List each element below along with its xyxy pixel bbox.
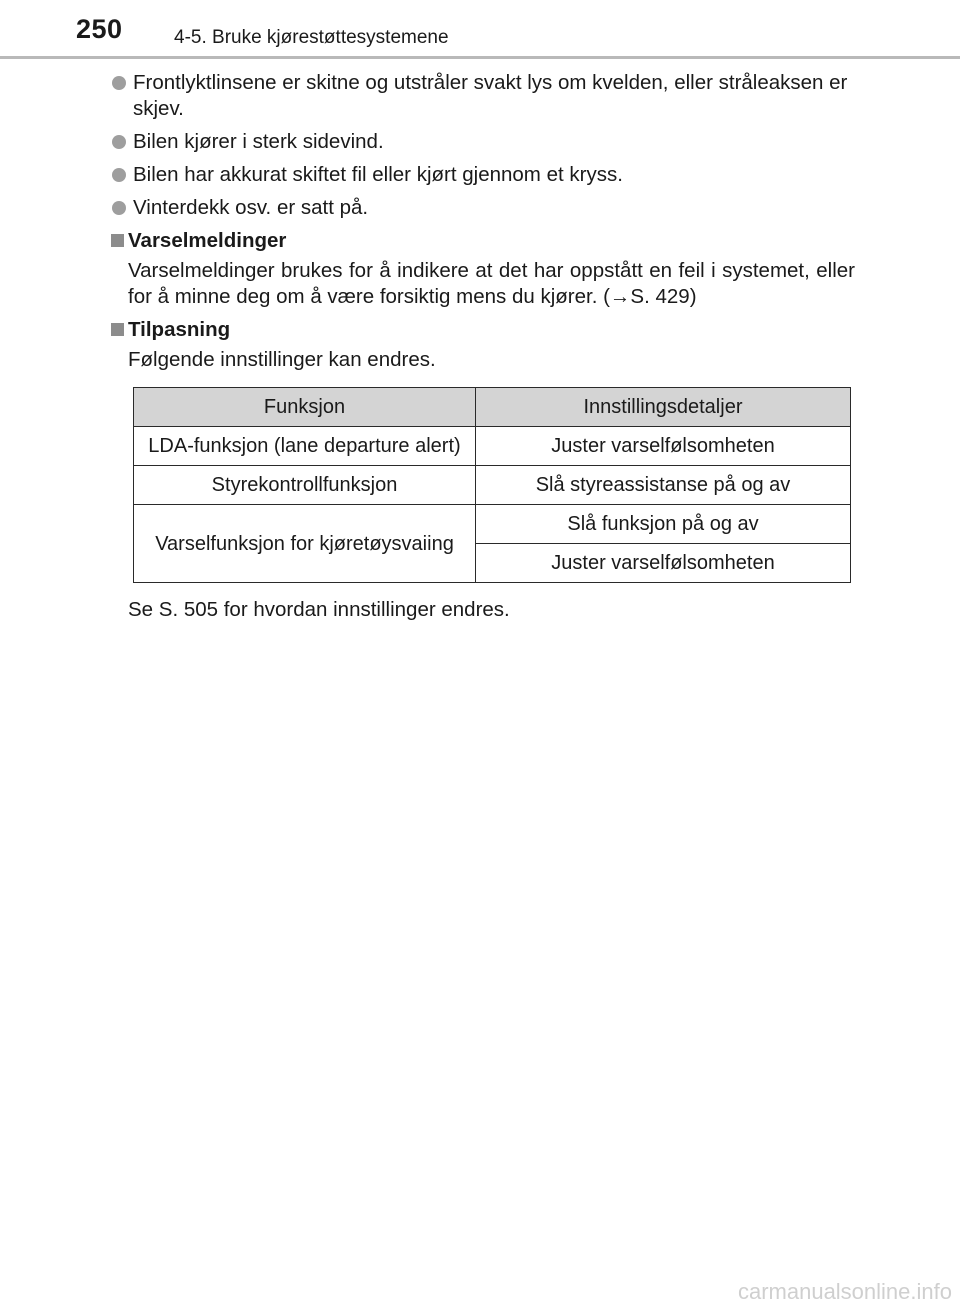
bullet-dot-icon xyxy=(112,201,126,215)
bullet-text: Bilen kjører i sterk sidevind. xyxy=(133,130,384,153)
page-content xyxy=(110,70,855,623)
square-bullet-icon xyxy=(111,323,124,336)
column-header-details: Innstillingsdetaljer xyxy=(476,388,851,427)
bullet-item xyxy=(110,129,855,155)
table-header-row xyxy=(134,388,851,427)
page-header xyxy=(0,0,960,58)
details-cell: Slå funksjon på og av xyxy=(476,505,851,544)
bullet-item xyxy=(110,195,855,221)
square-bullet-icon xyxy=(111,234,124,247)
watermark-text: carmanualsonline.info xyxy=(737,1279,952,1304)
details-cell: Slå styreassistanse på og av xyxy=(476,466,851,505)
column-header-function: Funksjon xyxy=(134,388,476,427)
bullet-text: Frontlyktlinsene er skitne og utstråler svakt lys om kvelden, eller stråleaksen er skjev. xyxy=(133,71,848,120)
table-row xyxy=(134,427,851,466)
function-cell: LDA-funksjon (lane departure alert) xyxy=(134,427,476,466)
warnings-title: Varselmeldinger xyxy=(128,229,287,252)
settings-table xyxy=(133,387,851,583)
settings-reference-text: Se S. 505 for hvordan innstillinger endres. xyxy=(128,598,510,621)
details-cell: Juster varselfølsomheten xyxy=(476,427,851,466)
function-cell: Styrekontrollfunksjon xyxy=(134,466,476,505)
function-cell: Varselfunksjon for kjøretøysvaiing xyxy=(134,505,476,583)
bullet-dot-icon xyxy=(112,76,126,90)
customization-heading xyxy=(110,317,855,343)
details-cell: Juster varselfølsomheten xyxy=(476,544,851,583)
bullet-dot-icon xyxy=(112,168,126,182)
bullet-item xyxy=(110,162,855,188)
customization-text: Følgende innstillinger kan endres. xyxy=(128,348,436,371)
page-number: 250 xyxy=(76,14,123,44)
section-title: 4-5. Bruke kjørestøttesystemene xyxy=(174,27,449,48)
bullet-item xyxy=(110,70,855,122)
warnings-text: Varselmeldinger brukes for å indikere at det har oppstått en feil i systemet, eller for å minne deg om å være forsiktig mens du kjører. (→S. 429) xyxy=(128,259,855,308)
bullet-text: Vinterdekk osv. er satt på. xyxy=(133,196,369,219)
customization-title: Tilpasning xyxy=(128,318,231,341)
warnings-heading xyxy=(110,228,855,254)
table-row xyxy=(134,466,851,505)
header-divider xyxy=(0,56,960,59)
bullet-dot-icon xyxy=(112,135,126,149)
bullet-text: Bilen har akkurat skiftet fil eller kjørt gjennom et kryss. xyxy=(133,163,623,186)
table-row xyxy=(134,505,851,544)
